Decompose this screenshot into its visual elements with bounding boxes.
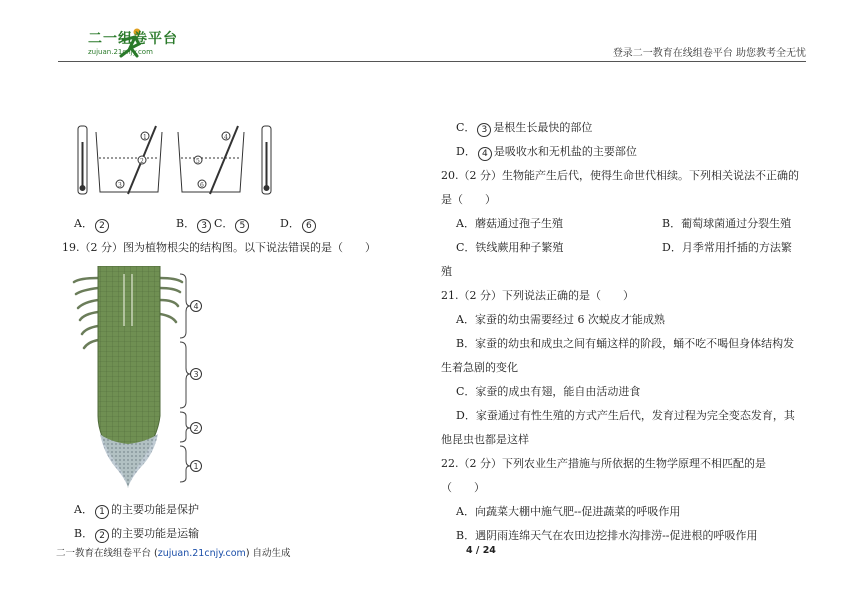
q21-option-d-wrap: 他昆虫也都是这样 — [441, 433, 529, 446]
svg-text:4: 4 — [224, 134, 228, 141]
zone-braces — [180, 274, 190, 482]
q22-option-b: B．遇阴雨连绵天气在农田边挖排水沟排涝--促进根的呼吸作用 — [456, 529, 758, 542]
q19-option-a: A． 1 的主要功能是保护 — [74, 503, 199, 517]
svg-text:6: 6 — [200, 182, 204, 189]
root-tip-figure — [70, 266, 210, 492]
thermometer-left — [78, 126, 87, 194]
q21-option-b-wrap: 生着急剧的变化 — [441, 361, 518, 374]
zone-label-1: 1 — [193, 462, 199, 471]
q19-option-c: C． 3 是根生长最快的部位 — [456, 121, 593, 135]
header-slogan-link[interactable]: 登录二一教育在线组卷平台 助您教考全无忧 — [612, 48, 806, 59]
page-number: 4 / 24 — [466, 545, 496, 556]
q21-option-a: A．家蚕的幼虫需要经过 6 次蜕皮才能成熟 — [456, 313, 665, 326]
footer-credit: 二一教育在线组卷平台 (zujuan.21cnjy.com) 自动生成 — [56, 548, 291, 559]
q18-option-d: D． 6 — [280, 217, 318, 233]
svg-text:1: 1 — [143, 134, 147, 141]
q18-option-b: B． 3 — [176, 217, 213, 233]
q18-option-a: A． 2 — [74, 217, 111, 233]
q18-option-c: C． 5 — [214, 217, 251, 233]
q19-option-b: B． 2 的主要功能是运输 — [74, 527, 200, 541]
zone-label-4: 4 — [193, 302, 199, 311]
q20-stem: 20.（2 分）生物能产生后代，使得生命世代相续。下列相关说法不正确的 — [441, 169, 799, 182]
beaker-right — [178, 126, 244, 194]
header-divider — [58, 61, 806, 62]
q22-stem: 22.（2 分）下列农业生产措施与所依据的生物学原理不相匹配的是 — [441, 457, 766, 470]
experiment-figure — [72, 122, 282, 198]
logo-text[interactable]: 二一组卷平台 — [88, 31, 178, 47]
q22-stem-cont: （ ） — [441, 481, 485, 494]
q19-option-d: D． 4 是吸收水和无机盐的主要部位 — [456, 145, 637, 159]
q21-option-d: D．家蚕通过有性生殖的方式产生后代，发育过程为完全变态发育，其 — [456, 409, 795, 422]
q20-stem-cont: 是（ ） — [441, 193, 496, 206]
q20-option-b: B．葡萄球菌通过分裂生殖 — [662, 217, 792, 230]
q21-stem: 21.（2 分）下列说法正确的是（ ） — [441, 289, 634, 302]
svg-text:3: 3 — [118, 182, 122, 189]
logo-subtext: zujuan.21cnjy.com — [88, 48, 153, 56]
thermometer-right — [262, 126, 271, 194]
q21-option-b: B．家蚕的幼虫和成虫之间有蛹这样的阶段，蛹不吃不喝但身体结构发 — [456, 337, 795, 350]
q20-option-d: D．月季常用扦插的方法繁 — [662, 241, 792, 254]
q21-option-c: C．家蚕的成虫有翅，能自由活动进食 — [456, 385, 641, 398]
q20-option-d-wrap: 殖 — [441, 265, 452, 278]
beaker-left — [96, 126, 162, 194]
svg-text:2: 2 — [140, 158, 144, 165]
footer-site-link[interactable]: zujuan.21cnjy.com — [157, 548, 246, 559]
zone-label-2: 2 — [193, 424, 199, 433]
zone-label-3: 3 — [193, 370, 199, 379]
svg-text:5: 5 — [196, 158, 200, 165]
q20-option-c: C．铁线蕨用种子繁殖 — [456, 241, 564, 254]
q19-stem: 19.（2 分）图为植物根尖的结构图。以下说法错误的是（ ） — [62, 241, 376, 254]
q20-option-a: A．蘑菇通过孢子生殖 — [456, 217, 563, 230]
q22-option-a: A．向蔬菜大棚中施气肥--促进蔬菜的呼吸作用 — [456, 505, 681, 518]
